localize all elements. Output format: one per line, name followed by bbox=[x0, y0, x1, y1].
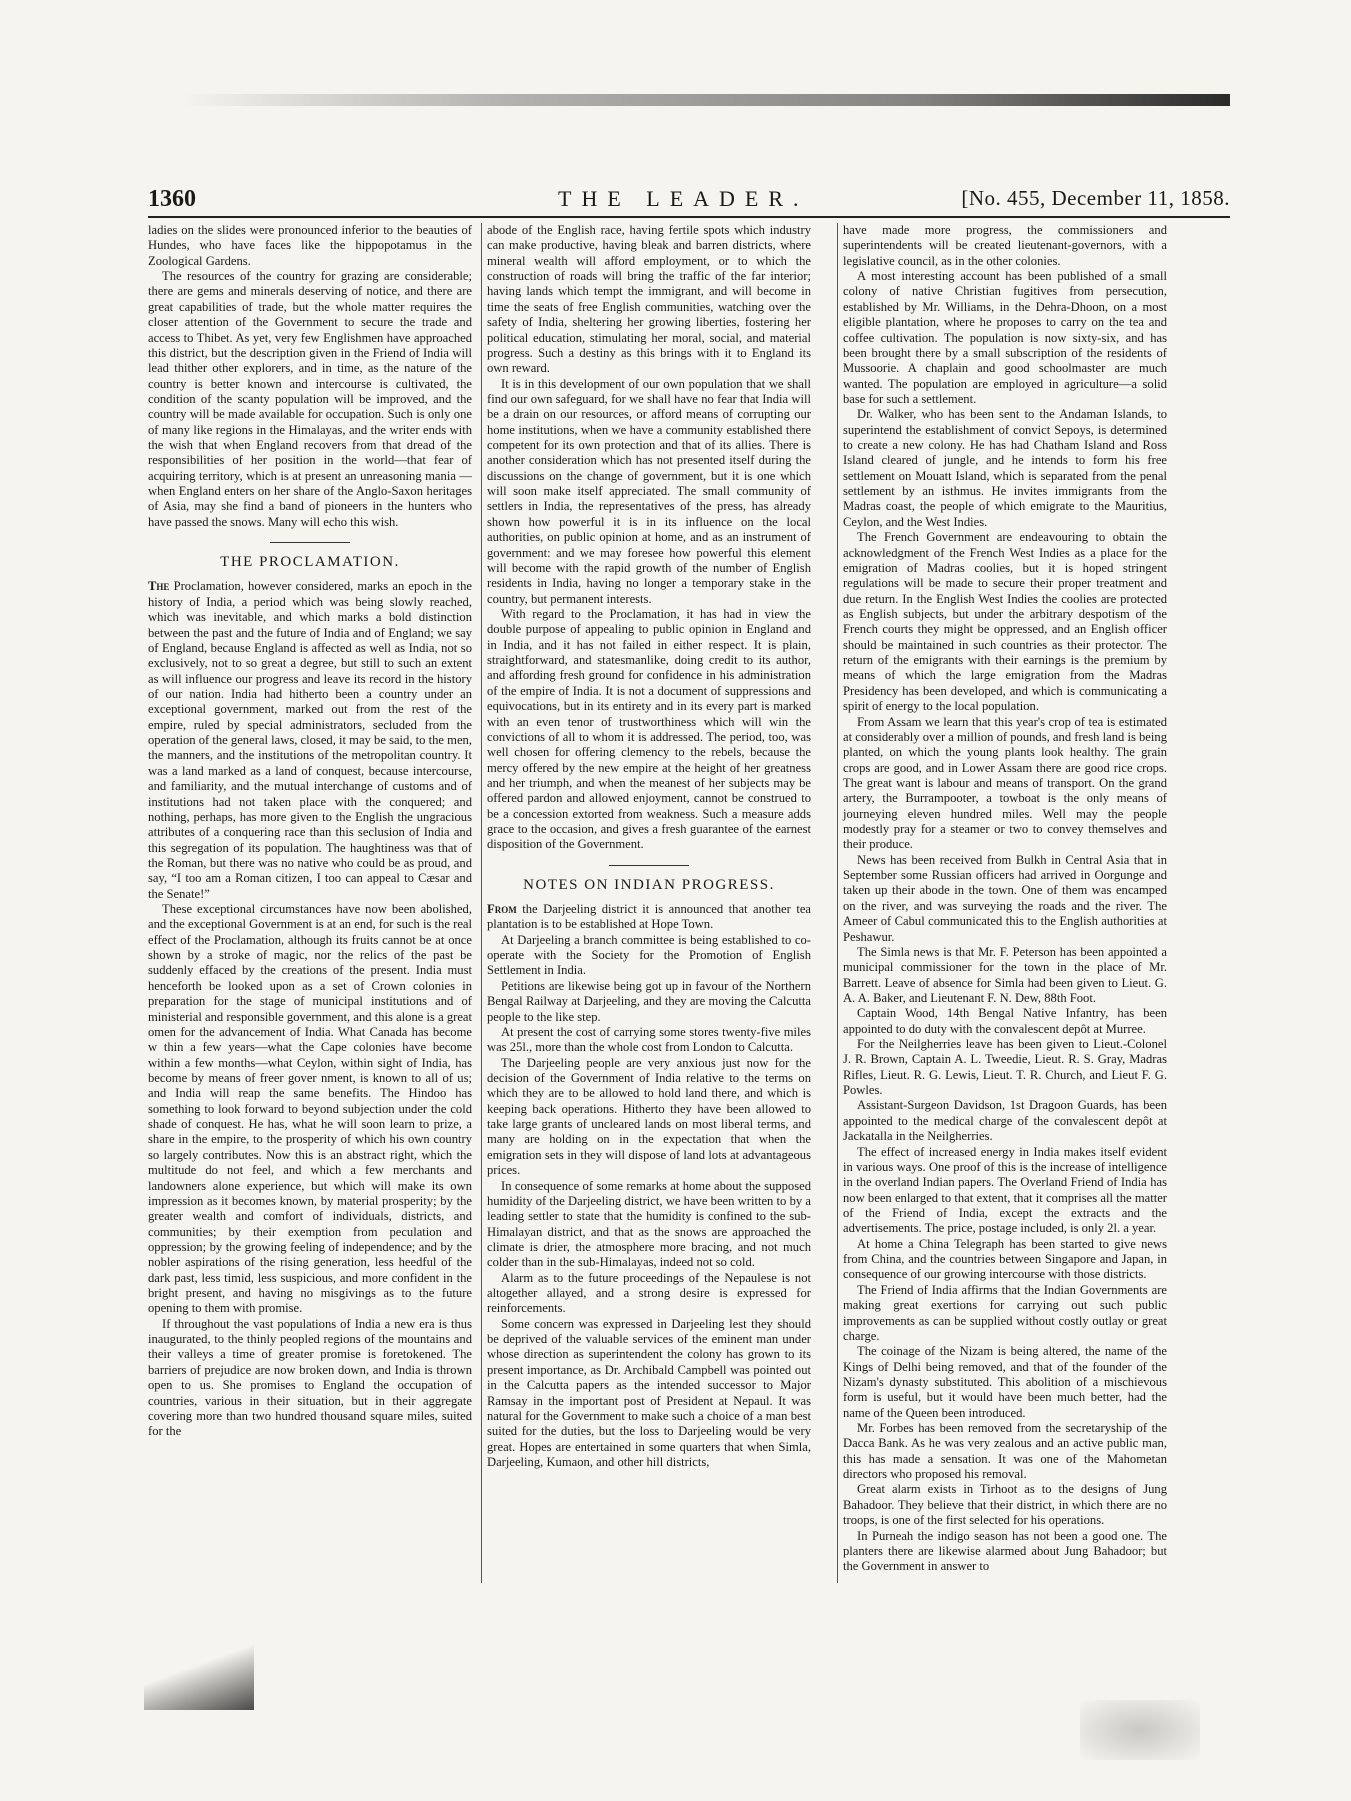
scan-smudge bbox=[1080, 1700, 1200, 1760]
paragraph bbox=[148, 579, 472, 902]
page-header bbox=[148, 180, 1230, 218]
paragraph: If throughout the vast populations of India a new era is thus inaugurated, to the thinly peopled regions of the mountains and their valleys a time of greater promise is foretokened. The barriers of prejudice are now broken down, and India is thrown open to us. She promises to England the occupation of countries, various in their situation, but in their aggregate covering more than two hundred thousand square miles, suited for the bbox=[148, 1316, 472, 1439]
masthead-title: THE LEADER. bbox=[558, 186, 809, 211]
paragraph: have made more progress, the commissioners and superintendents will be created lieutenant-governors, with a legislative council, as in the other colonies. bbox=[843, 223, 1167, 268]
paragraph bbox=[487, 902, 811, 933]
section-divider bbox=[270, 542, 350, 543]
paragraph: At Darjeeling a branch committee is being established to co-operate with the Society for the Promotion of English Settlement in India. bbox=[487, 932, 811, 978]
section-heading-proclamation: THE PROCLAMATION. bbox=[220, 554, 400, 571]
scan-edge-shadow bbox=[180, 94, 1230, 106]
paragraph: Dr. Walker, who has been sent to the Andaman Islands, to superintend the establishment of convict Sepoys, is determined to create a new colony. He has had Chatham Island and Ross Island cleared of jungle, and he intends to form his free settlement on Mouatt Island, which is separated from the penal settlement by an isthmus. He invites immigrants from the Madras coast, the people of which emigrate to the Mauritius, Ceylon, and the West Indies. bbox=[843, 407, 1167, 529]
column-1 bbox=[148, 223, 472, 1440]
lead-word: From bbox=[487, 902, 517, 917]
column-3 bbox=[843, 223, 1167, 1575]
section-divider bbox=[609, 865, 689, 866]
paragraph: Assistant-Surgeon Davidson, 1st Dragoon Guards, has been appointed to the medical charge of the convalescent depôt at Jackatalla in the Neilgherries. bbox=[843, 1098, 1167, 1144]
paragraph: Alarm as to the future proceedings of the Nepaulese is not altogether allayed, and a strong desire is expressed for reinforcements. bbox=[487, 1270, 811, 1316]
paragraph: abode of the English race, having fertile spots which industry can make productive, having bleak and barren districts, where mineral wealth will afford employment, or to which the construction of roads will bring the traffic of the far interior; having lands which tempt the immigrant, and will become in time the seats of free English communities, watching over the safety of India, sheltering her growing liberties, fostering her political education, stimulating her moral, social, and material progress. Such a destiny as this brings with it to England its own reward. bbox=[487, 223, 811, 376]
paragraph: From Assam we learn that this year's crop of tea is estimated at considerably over a million of pounds, and fresh land is being planted, on which the young plants look healthy. The grain crops are good, and in Lower Assam there are good rice crops. The great want is labour and means of transport. On the grand artery, the Burrampooter, a towboat is the only means of journeying eleven hundred miles. Well may the people modestly pray for a steamer or two to convey themselves and their produce. bbox=[843, 714, 1167, 852]
paragraph: Some concern was expressed in Darjeeling lest they should be deprived of the valuable services of the eminent man under whose direction as superintendent the colony has grown to its present importance, as Dr. Archibald Campbell was pointed out in the Calcutta papers as the intended successor to Major Ramsay in the important post of President at Nepaul. It was natural for the Government to make such a choice of a man best suited for the duties, but the loss to Darjeeling would be very great. Hopes are entertained in some quarters that when Simla, Darjeeling, Kumaon, and other hill districts, bbox=[487, 1316, 811, 1469]
page-number: 1360 bbox=[148, 186, 196, 212]
paragraph: The French Government are endeavouring to obtain the acknowledgment of the French West Indies as a place for the emigration of Madras coolies, but it is hoped stringent regulations will be made to secure their proper treatment and due return. In the English West Indies the coolies are protected as English subjects, but under the arbitrary despotism of the French courts they might be oppressed, and an English officer should be maintained in such countries as their protector. The return of the emigrants with their earnings is the premium by means of which the large emigration from the Madras Presidency has been developed, and which is communicating a spirit of energy to the local population. bbox=[843, 530, 1167, 714]
column-2 bbox=[487, 223, 811, 1470]
paragraph: Captain Wood, 14th Bengal Native Infantry, has been appointed to do duty with the convalescent depôt at Murree. bbox=[843, 1006, 1167, 1036]
column-rule bbox=[837, 223, 838, 1583]
paragraph: These exceptional circumstances have now been abolished, and the exceptional Government is at an end, for such is the real effect of the Proclamation, although its fruits cannot be at once shown by a stroke of magic, nor the relics of the past be suddenly effaced by the creations of the present. India must henceforth be looked upon as a set of Crown colonies in preparation for the stage of municipal institutions and of ministerial and responsible government, and this alone is a great omen for the advancement of India. What Canada has become w thin a few years—what the Cape colonies have become within a few months—what Ceylon, within sight of India, has become by means of freer gover nment, is known to all of us; and India will reap the same benefits. The Hindoo has something to look forward to beyond subjection under the cold shade of conquest. He has, what he will soon learn to prize, a share in the empire, to the prosperity of which his own country so largely contributes. Now this is an abstract right, which the multitude do not feel, and which a few merchants and landowners alone experience, but which will make its own impression as it becomes known, by material prosperity; by the greater wealth and comfort of individuals, districts, and communities; by their exemption from peculation and oppression; by the growing feeling of independence; and by the nobler aspirations of the rising generation, less heedful of the dark past, less timid, less suspicious, and more confident in the bright present, and having no misgivings as to the future opening to them with promise. bbox=[148, 902, 472, 1316]
paragraph: In consequence of some remarks at home about the supposed humidity of the Darjeeling district, we have been written to by a leading settler to state that the humidity is confined to the sub-Himalayan district, and that as the snows are approached the climate is drier, the atmosphere more bracing, and not much colder than in the sub-Himalayas, indeed not so cold. bbox=[487, 1178, 811, 1270]
paragraph: Mr. Forbes has been removed from the secretaryship of the Dacca Bank. As he was very zealous and an active public man, this has made a sensation. It was one of the Mahometan directors who proposed his removal. bbox=[843, 1421, 1167, 1482]
paragraph: In Purneah the indigo season has not been a good one. The planters there are likewise alarmed about Jung Bahadoor; but the Government in answer to bbox=[843, 1528, 1167, 1574]
scan-corner-shadow bbox=[144, 1640, 254, 1710]
paragraph: The coinage of the Nizam is being altered, the name of the Kings of Delhi being removed, and that of the founder of the Nizam's dynasty substituted. This abolition of a mischievous form is useful, but it would have been much better, had the name of the Queen been introduced. bbox=[843, 1344, 1167, 1420]
column-rule bbox=[481, 223, 482, 1583]
section-heading-notes: NOTES ON INDIAN PROGRESS. bbox=[523, 876, 775, 893]
paragraph: At present the cost of carrying some stores twenty-five miles was 25l., more than the whole cost from London to Calcutta. bbox=[487, 1024, 811, 1055]
lead-word: The bbox=[148, 579, 170, 594]
paragraph: It is in this development of our own population that we shall find our own safeguard, for we shall have no fear that India will be a drain on our resources, or afford means of corrupting our home institutions, when we have a community established there competent for its own protection and that of its allies. There is another consideration which has not presented itself during the discussions on the change of government, but it is one which will soon make itself appreciated. The small community of settlers in India, the representatives of the press, has already shown how powerful it is in its influence on the local authorities, on public opinion at home, and as an instrument of government: and we may foresee how powerful this element will become with the rapid growth of the number of English residents in India, having no longer a temporary stake in the country, but permanent interests. bbox=[487, 376, 811, 606]
paragraph: A most interesting account has been published of a small colony of native Christian fugitives from persecution, established by Mr. Williams, in the Dehra-Dhoon, on a most eligible plantation, where he proposes to carry on the tea and coffee cultivation. The population is now sixty-six, and has been brought there by a small subscription of the residents of Mussoorie. A chaplain and good schoolmaster are much wanted. The population are employed in agriculture—a solid base for such a settlement. bbox=[843, 269, 1167, 406]
paragraph: The Simla news is that Mr. F. Peterson has been appointed a municipal commissioner for the town in the place of Mr. Barrett. Leave of absence for Simla had been given to Lieut. G. A. A. Baker, and Lieutenant F. N. Dew, 88th Foot. bbox=[843, 944, 1167, 1005]
paragraph: The Darjeeling people are very anxious just now for the decision of the Government of India relative to the terms on which they are to be allowed to hold land there, and which is keeping back operations. Hitherto they have been allowed to take large grants of uncleared lands on most liberal terms, and many are holding on in the expectation that when the emigration sets in they will dispose of land lots at advantageous prices. bbox=[487, 1055, 811, 1178]
paragraph: With regard to the Proclamation, it has had in view the double purpose of appealing to public opinion in England and in India, and it has not failed in either respect. It is plain, straightforward, and statesmanlike, doing credit to its author, and affording fresh ground for confidence in his administration of the empire of India. It is not a document of suppressions and equivocations, but in its entirety and in its every part is marked with an even tenor of trustworthiness which will win the convictions of all to whom it is addressed. The period, too, was well chosen for offering clemency to the rebels, because the mercy offered by the new empire at the height of her greatness and her triumph, and when the meanest of her subjects may be offered pardon and allowed enjoyment, cannot be construed to be a concession extorted from weakness. Such a measure adds grace to the occasion, and gives a fresh guarantee of the earnest disposition of the Government. bbox=[487, 606, 811, 852]
paragraph: Great alarm exists in Tirhoot as to the designs of Jung Bahadoor. They believe that their district, in which there are no troops, is one of the first selected for his operations. bbox=[843, 1482, 1167, 1528]
paragraph: The Friend of India affirms that the Indian Governments are making great exertions for carrying out such public improvements as can be supplied without costly outlay or great charge. bbox=[843, 1282, 1167, 1343]
paragraph-text: Proclamation, however considered, marks an epoch in the history of India, a period which was being slowly reached, which was inevitable, and which marks a bold distinction between the past and the future of India and of England; we say of England, because England is affected as well as India, not so exclusively, not to so great a degree, but still to such an extent as will influence our progress and leave its record in the history of our nation. India had hitherto been a country under an exceptional government, marked out from the rest of the empire, ruled by special administrators, secluded from the operation of the general laws, closed, it may be said, to the men, the manners, and the institutions of the metropolitan country. It was a land marked as a land of conquest, because intercourse, and familiarity, and the mutual interchange of customs and of institutions had not taken place with the conquered; and nothing, perhaps, has more given to the English the ungracious attributes of a conquering race than this seclusion of India and this segregation of its population. The haughtiness was that of the Roman, but there was no native who could be as proud, and say, “I too am a Roman citizen, I too can appeal to Cæsar and the Senate!” bbox=[148, 579, 472, 901]
paragraph: For the Neilgherries leave has been given to Lieut.-Colonel J. R. Brown, Captain A. L. Tweedie, Lieut. R. S. Gray, Madras Rifles, Lieut. R. G. Lewis, Lieut. T. R. Church, and Lieut F. G. Powles. bbox=[843, 1037, 1167, 1098]
paragraph: At home a China Telegraph has been started to give news from China, and the countries between Singapore and Japan, in consequence of our growing intercourse with those districts. bbox=[843, 1236, 1167, 1282]
paragraph: News has been received from Bulkh in Central Asia that in September some Russian officers had arrived in Oorgunge and taken up their abode in the town. One of them was encamped on the river, and was surveying the roads and the river. The Ameer of Cabul communicated this to the English authorities at Peshawur. bbox=[843, 852, 1167, 944]
issue-date: [No. 455, December 11, 1858. bbox=[961, 186, 1230, 210]
paragraph: Petitions are likewise being got up in favour of the Northern Bengal Railway at Darjeeling, and they are moving the Calcutta people to the like step. bbox=[487, 978, 811, 1024]
paragraph: ladies on the slides were pronounced inferior to the beauties of Hundes, who have faces like the hippopotamus in the Zoological Gardens. bbox=[148, 223, 472, 268]
paragraph: The effect of increased energy in India makes itself evident in various ways. One proof of this is the increase of intelligence in the overland Indian papers. The Overland Friend of India has now been enlarged to that extent, that it comprises all the matter of the Friend of India, except the extracts and the advertisements. The price, postage included, is only 2l. a year. bbox=[843, 1144, 1167, 1236]
paragraph-text: the Darjeeling district it is announced that another tea plantation is to be established at Hope Town. bbox=[487, 902, 811, 932]
paragraph: The resources of the country for grazing are considerable; there are gems and minerals deserving of notice, and there are great capabilities of trade, but the whole matter requires the closer attention of the Government to secure the trade and access to Thibet. As yet, very few Englishmen have approached this district, but the description given in the Friend of India will lead thither other explorers, and in time, as the nature of the country is better known and intercourse is cultivated, the condition of the scanty population will be improved, and the country will be made available for occupation. Such is only one of many like regions in the Himalayas, and the writer ends with the wish that when England recovers from that dread of the responsibilities of her position in the world—that fear of acquiring territory, which is at present an unreasoning mania —when England enters on her share of the Anglo-Saxon heritages of Asia, may she find a band of pioneers in the hunters who have passed the snows. Many will echo this wish. bbox=[148, 269, 472, 529]
